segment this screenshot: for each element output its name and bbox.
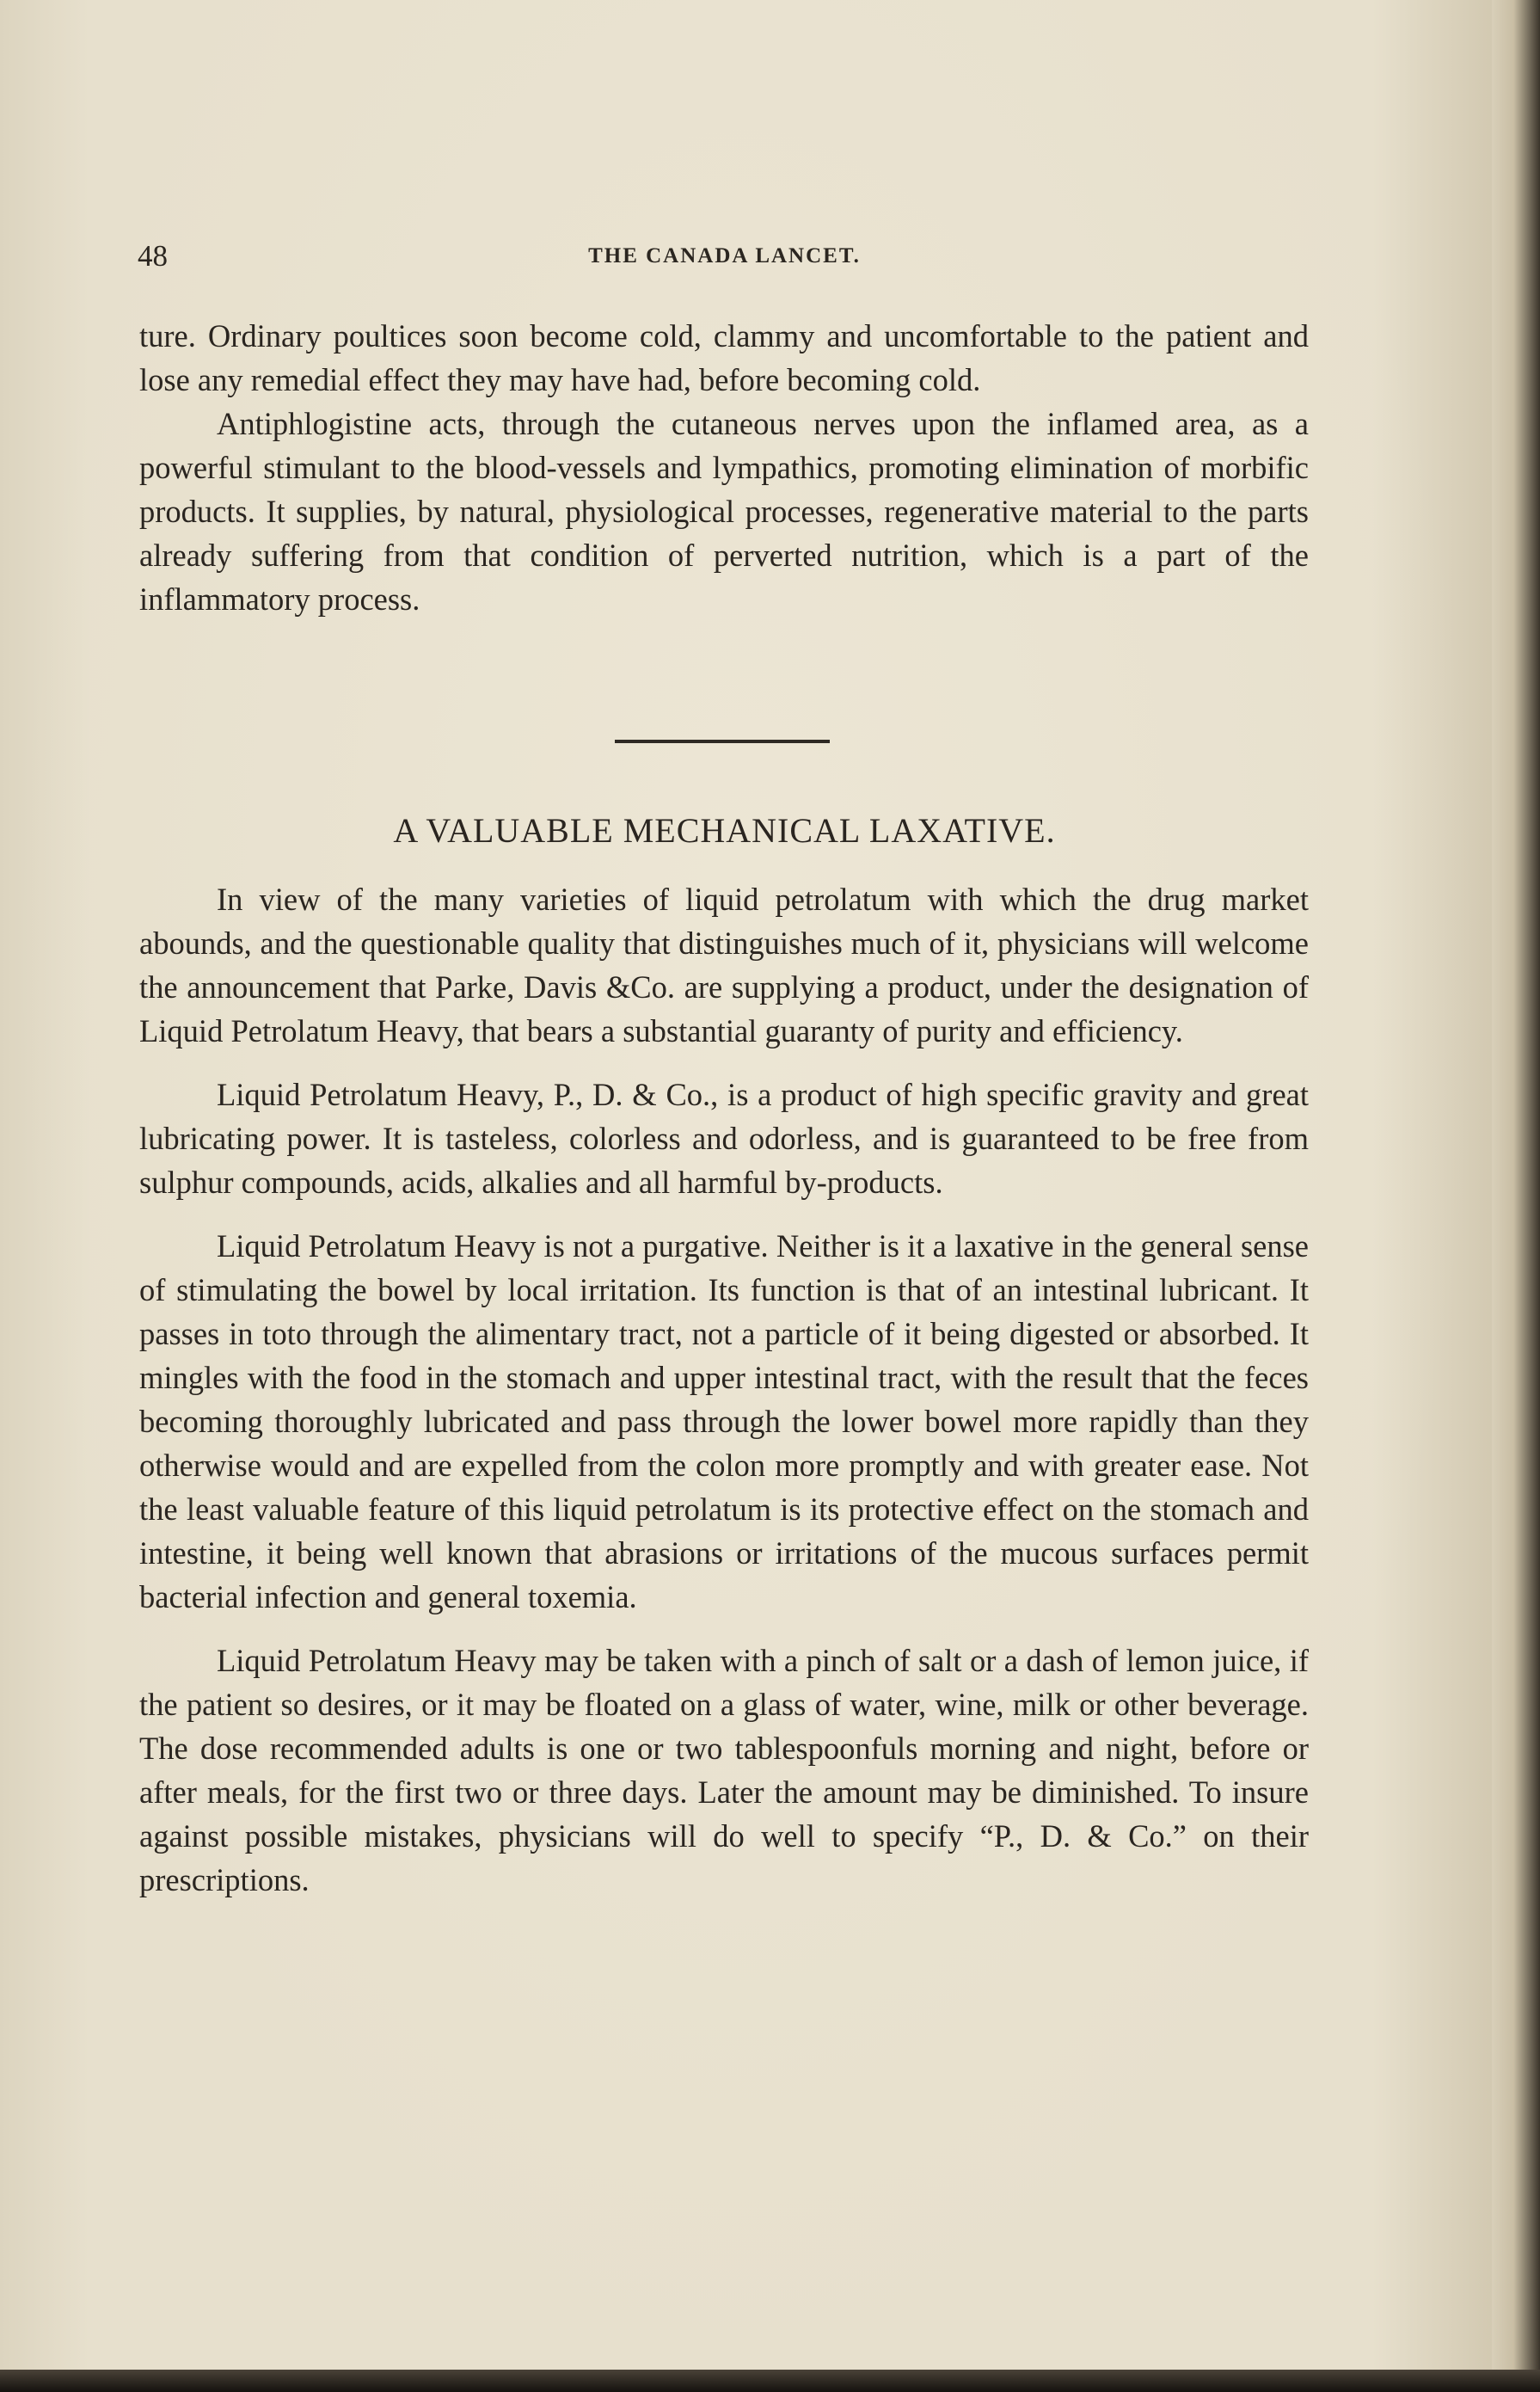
continued-paragraph: ture. Ordinary poultices soon become cold, clammy and uncomfortable to the patient and lose any remedial effect they may have had, before becoming cold. [139,318,1309,397]
page-number: 48 [138,239,168,273]
article-paragraph: In view of the many varieties of liquid petrolatum with which the drug market abounds, and the questionable quality that distinguishes much of it, physicians will welcome the announcement that Parke, Davis &Co. are supplying a product, under the designation of Liquid Petrolatum Heavy, that bears a substantial guaranty of purity and efficiency. [139,882,1309,1048]
page-header [138,239,1311,282]
article-paragraph: Liquid Petrolatum Heavy, P., D. & Co., is a product of high specific gravity and great lubricating power. It is tasteless, colorless and odorless, and is guaranteed to be free from sulphur compounds, acids, alkalies and all harmful by-products. [139,1077,1309,1200]
article-body [139,877,1309,1922]
scan-border [0,2370,1540,2392]
section-divider [615,740,830,743]
article-paragraph: Liquid Petrolatum Heavy is not a purgative. Neither is it a laxative in the general sense of stimulating the bowel by local irritation. Its function is that of an intestinal lubricant. It passes in toto through the alimentary tract, not a particle of it being digested or absorbed. It mingles with the food in the stomach and upper intestinal tract, with the result that the feces becoming thoroughly lubricated and pass through the lower bowel more rapidly than they otherwise would and are expelled from the colon more promptly and with greater ease. Not the least valuable feature of this liquid petrolatum is its protective effect on the stomach and intestine, it being well known that abrasions or irritations of the mucous surfaces permit bacterial infection and general toxemia. [139,1228,1309,1614]
continued-text [139,314,1309,621]
book-edge [1492,0,1540,2392]
article-paragraph: Liquid Petrolatum Heavy may be taken with a pinch of salt or a dash of lemon juice, if the patient so desires, or it may be floated on a glass of water, wine, milk or other beverage. The dose recommended adults is one or two tablespoonfuls morning and night, before or after meals, for the first two or three days. Later the amount may be diminished. To insure against possible mistakes, physicians will do well to specify “P., D. & Co.” on their prescriptions. [139,1643,1309,1897]
article-title: A VALUABLE MECHANICAL LAXATIVE. [393,811,1056,850]
antiphlogistine-paragraph: Antiphlogistine acts, through the cutaneous nerves upon the inflamed area, as a powerful stimulant to the blood-vessels and lympathics, promoting elimination of morbific products. It supplies, by natural, physiological processes, regenerative material to the parts already suffering from that condition of perverted nutrition, which is a part of the inflammatory process. [139,406,1309,617]
running-head: THE CANADA LANCET. [588,244,861,267]
